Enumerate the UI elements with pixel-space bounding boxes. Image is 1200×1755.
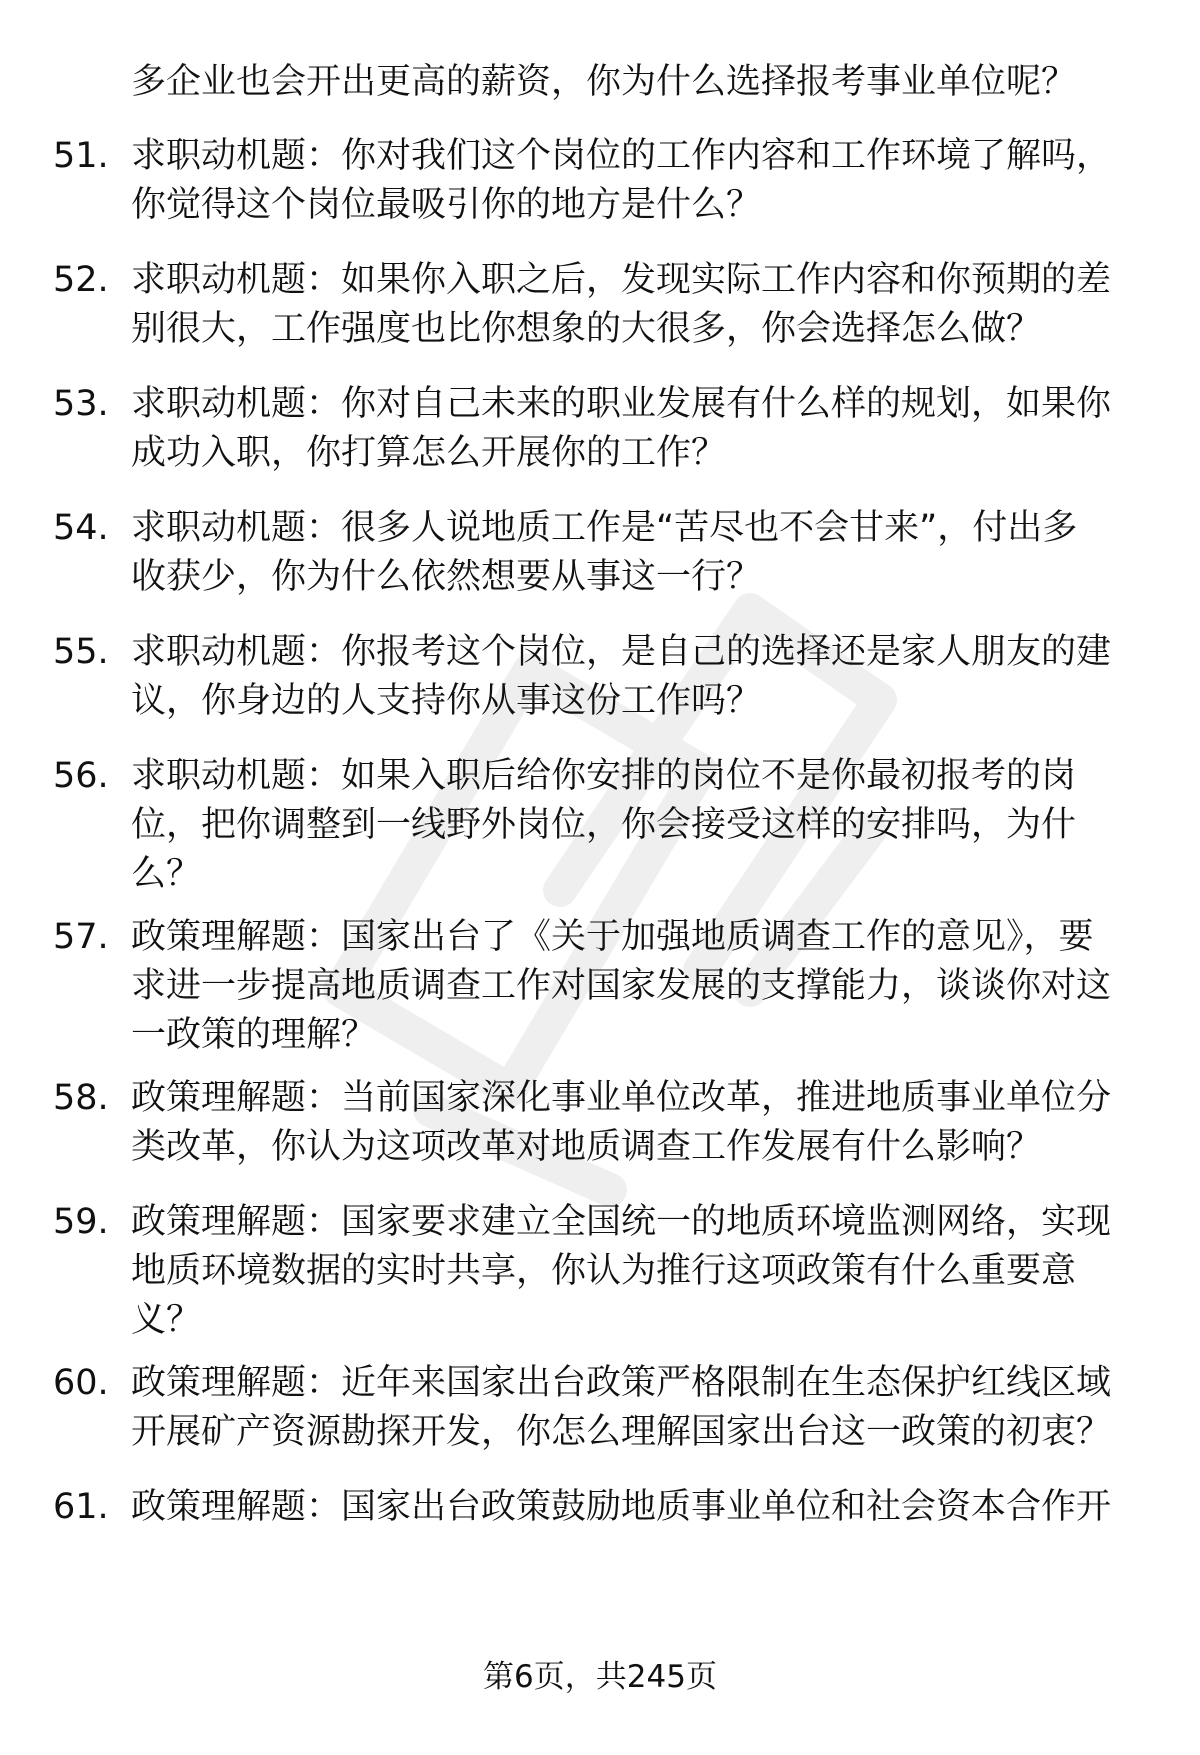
page-footer: 第6页，共245页 xyxy=(483,1659,717,1695)
question-text xyxy=(131,1483,1151,1532)
question-line: 求职动机题：如果入职后给你安排的岗位不是你最初报考的岗 xyxy=(131,756,1077,796)
question-number: 58. xyxy=(53,1078,109,1118)
question-line: 求职动机题：你对我们这个岗位的工作内容和工作环境了解吗， xyxy=(131,136,1112,176)
question-line: 求职动机题：很多人说地质工作是“苦尽也不会甘来”，付出多 xyxy=(131,508,1078,548)
question-line: 么？ xyxy=(131,854,202,894)
question-line: 政策理解题：国家要求建立全国统一的地质环境监测网络，实现 xyxy=(131,1202,1112,1242)
question-line: 政策理解题：国家出台了《关于加强地质调查工作的意见》，要 xyxy=(131,917,1094,957)
question-text xyxy=(131,628,1151,726)
question-number: 60. xyxy=(53,1363,109,1403)
question-text xyxy=(131,1198,1151,1345)
question-line: 类改革，你认为这项改革对地质调查工作发展有什么影响？ xyxy=(131,1127,1042,1167)
question-line: 你觉得这个岗位最吸引你的地方是什么？ xyxy=(131,185,762,225)
question-line: 政策理解题：国家出台政策鼓励地质事业单位和社会资本合作开 xyxy=(131,1487,1112,1527)
question-line: 别很大，工作强度也比你想象的大很多，你会选择怎么做？ xyxy=(131,309,1042,349)
question-line: 地质环境数据的实时共享，你认为推行这项政策有什么重要意 xyxy=(131,1251,1077,1291)
question-number: 53. xyxy=(53,384,109,424)
continuation-text: 多企业也会开出更高的薪资，你为什么选择报考事业单位呢？ xyxy=(131,62,1077,102)
question-text xyxy=(131,132,1151,230)
question-number: 59. xyxy=(53,1202,109,1242)
question-text xyxy=(131,1359,1151,1457)
question-text xyxy=(131,913,1151,1060)
question-number: 61. xyxy=(53,1487,109,1527)
question-number: 56. xyxy=(53,756,109,796)
question-line: 议，你身边的人支持你从事这份工作吗？ xyxy=(131,681,762,721)
question-line: 位，把你调整到一线野外岗位，你会接受这样的安排吗，为什 xyxy=(131,805,1077,845)
question-line: 求进一步提高地质调查工作对国家发展的支撑能力，谈谈你对这 xyxy=(131,966,1112,1006)
question-text xyxy=(131,256,1151,354)
question-line: 求职动机题：你对自己未来的职业发展有什么样的规划，如果你 xyxy=(131,384,1112,424)
question-text xyxy=(131,380,1151,478)
question-number: 52. xyxy=(53,260,109,300)
question-line: 政策理解题：近年来国家出台政策严格限制在生态保护红线区域 xyxy=(131,1363,1112,1403)
question-text xyxy=(131,1074,1151,1172)
question-number: 55. xyxy=(53,632,109,672)
question-line: 开展矿产资源勘探开发，你怎么理解国家出台这一政策的初衷？ xyxy=(131,1412,1112,1452)
question-number: 57. xyxy=(53,917,109,957)
question-line: 一政策的理解？ xyxy=(131,1015,377,1055)
question-text xyxy=(131,752,1151,899)
question-number: 51. xyxy=(53,136,109,176)
question-line: 求职动机题：如果你入职之后，发现实际工作内容和你预期的差 xyxy=(131,260,1112,300)
question-line: 收获少，你为什么依然想要从事这一行？ xyxy=(131,557,762,597)
question-text xyxy=(131,504,1151,602)
question-line: 成功入职，你打算怎么开展你的工作？ xyxy=(131,433,727,473)
question-line: 义？ xyxy=(131,1300,202,1340)
question-line: 政策理解题：当前国家深化事业单位改革，推进地质事业单位分 xyxy=(131,1078,1112,1118)
question-number: 54. xyxy=(53,508,109,548)
question-line: 求职动机题：你报考这个岗位，是自己的选择还是家人朋友的建 xyxy=(131,632,1112,672)
